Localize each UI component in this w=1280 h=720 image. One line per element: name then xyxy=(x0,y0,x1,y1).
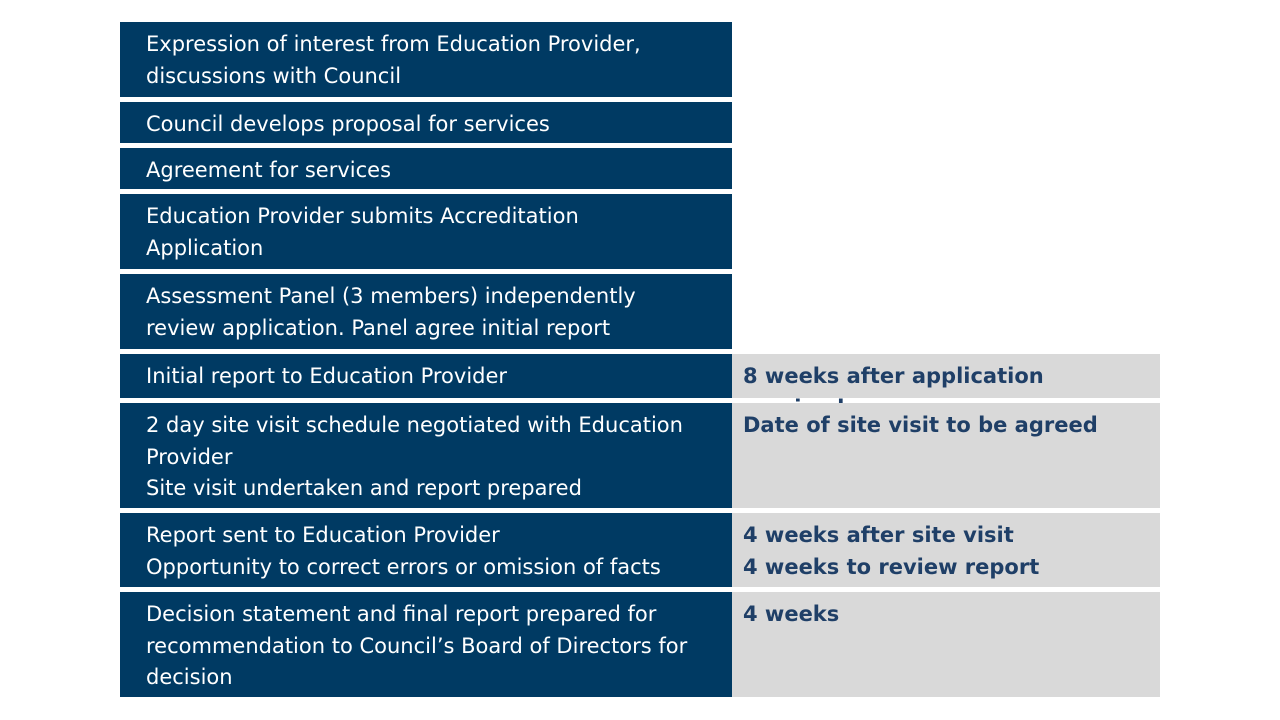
process-step: Initial report to Education Provider xyxy=(120,354,732,398)
process-row xyxy=(120,194,1160,269)
process-row xyxy=(120,102,1160,143)
process-step: Council develops proposal for services xyxy=(120,102,732,143)
process-step: Report sent to Education Provider Opportunity to correct errors or omission of facts xyxy=(120,513,732,587)
process-row xyxy=(120,354,1160,398)
process-timing xyxy=(732,102,1160,143)
process-row xyxy=(120,403,1160,508)
process-row xyxy=(120,592,1160,697)
process-timing xyxy=(732,22,1160,97)
process-step: Agreement for services xyxy=(120,148,732,189)
process-timing xyxy=(732,194,1160,269)
process-step: 2 day site visit schedule negotiated with Education Provider Site visit undertaken and report prepared xyxy=(120,403,732,508)
process-step: Decision statement and final report prepared for recommendation to Council’s Board of Directors for decision xyxy=(120,592,732,697)
process-row xyxy=(120,274,1160,349)
process-timing xyxy=(732,148,1160,189)
process-timing: 8 weeks after application xyxy=(732,354,1160,398)
process-timing: Date of site visit to be agreed xyxy=(732,403,1160,508)
process-step: Expression of interest from Education Provider, discussions with Council xyxy=(120,22,732,97)
process-step: Education Provider submits Accreditation Application xyxy=(120,194,732,269)
process-timing: 4 weeks xyxy=(732,592,1160,697)
process-step: Assessment Panel (3 members) independently review application. Panel agree initial report xyxy=(120,274,732,349)
process-timing: 4 weeks after site visit 4 weeks to review report xyxy=(732,513,1160,587)
process-row xyxy=(120,22,1160,97)
process-row xyxy=(120,148,1160,189)
process-timing xyxy=(732,274,1160,349)
process-row xyxy=(120,513,1160,587)
